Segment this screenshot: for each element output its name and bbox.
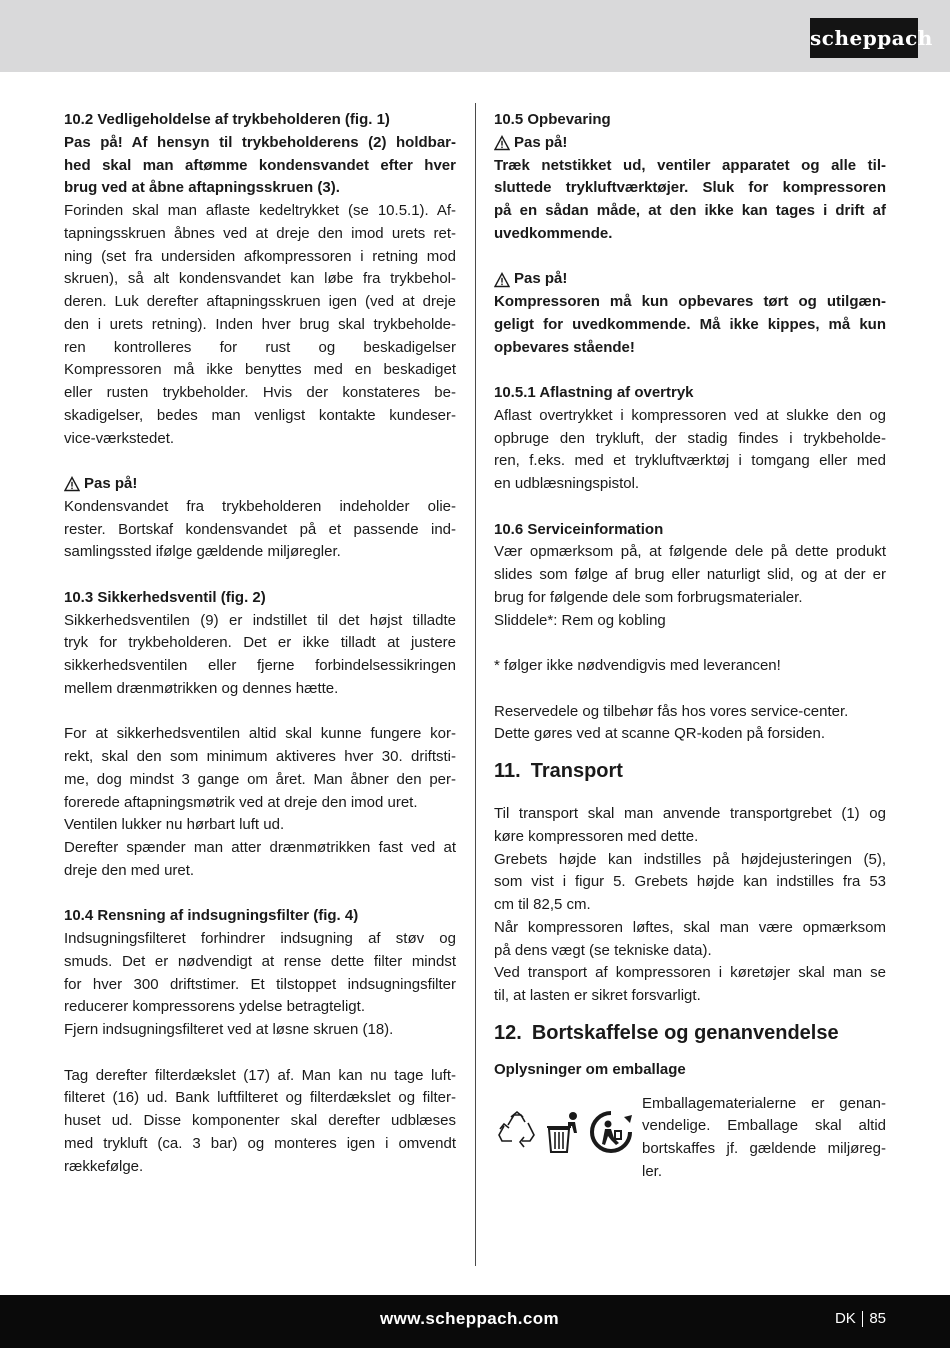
section-12-title: Bortskaffelse og genanvendelse bbox=[531, 1021, 839, 1044]
text-line: samlingssted ifølge gældende miljøregler. bbox=[64, 543, 341, 561]
text-line: Forinden skal man aflaste kedeltrykket (se 10.5.1). Af- bbox=[64, 202, 456, 219]
spare-parts-text bbox=[494, 701, 886, 747]
text-line: en udblæsningspistol. bbox=[494, 475, 640, 492]
text-line: hed skal man aftømme kondensvandet efter hver bbox=[64, 156, 456, 174]
text-line: skruen), så alt kondensvandet kan løbe fra trykbehol- bbox=[64, 270, 456, 288]
right-column bbox=[494, 109, 886, 1184]
section-10-4-title: 10.4 Rensning af indsugningsfilter (fig. 4) bbox=[64, 907, 359, 925]
warning-heading bbox=[494, 268, 886, 291]
scheppach-logo: scheppach bbox=[810, 18, 918, 58]
text-line: For at sikkerhedsventilen altid skal kunne fungere kor- bbox=[64, 725, 456, 743]
text-line: me, dog mindst 3 gange om året. Man åbner den per- bbox=[64, 770, 456, 788]
recycle-icon bbox=[494, 1109, 540, 1155]
section-10-5-1-title: 10.5.1 Aflastning af overtryk bbox=[494, 384, 694, 401]
text-line: forerede aftapningsmøtrik ved at dreje den imod uret. bbox=[64, 793, 418, 811]
section-11-heading bbox=[494, 757, 886, 785]
text-line: rækkefølge. bbox=[64, 1157, 144, 1175]
text-line: Ventilen lukker nu hørbart luft ud. bbox=[64, 816, 285, 834]
text-line: smuds. Det er nødvendigt at rense dette filter mindst bbox=[64, 952, 456, 970]
text-line: sluttede trykluftværktøjer. Sluk for kompressoren bbox=[494, 179, 886, 197]
text-line: brug ved at åbne aftapningsskruen (3). bbox=[64, 179, 340, 197]
text-line: ren kontrolleres for rust og beskadigelser bbox=[64, 338, 456, 356]
text-line: rester. Bortskaf kondensvandet på et passende ind- bbox=[64, 520, 456, 538]
section-10-6-title: 10.6 Serviceinformation bbox=[494, 520, 664, 538]
section-10-2-warning bbox=[64, 132, 456, 200]
footer-band bbox=[0, 1295, 950, 1348]
footnote: * følger ikke nødvendigvis med leverancen! bbox=[494, 657, 781, 674]
page-info bbox=[835, 1310, 886, 1327]
packaging-info bbox=[494, 1093, 886, 1184]
text-line: sikkerhedsventilen eller fjerne forbindelsessikringen bbox=[64, 657, 456, 674]
text-line: ning (set fra undersiden afkompressoren i retning mod bbox=[64, 247, 456, 265]
text-line: Pas på! Af hensyn til trykbeholderens (2) holdbar- bbox=[64, 133, 456, 151]
text-line: Vær opmærksom på, at følgende dele på dette produkt bbox=[494, 543, 886, 561]
section-12-number: 12. bbox=[494, 1021, 522, 1044]
transport-body bbox=[494, 803, 886, 1008]
text-line: filteret (16) ud. Bank luftfilteret og filterdækslet og filter- bbox=[64, 1089, 456, 1107]
page-number: 85 bbox=[869, 1310, 886, 1327]
text-line: for hver 300 driftstimer. Et tilstoppet indsugningsfilter bbox=[64, 975, 456, 993]
warning-label: Pas på! bbox=[514, 270, 568, 288]
text-line: bortskaffes jf. gældende miljøreg- bbox=[642, 1140, 886, 1157]
section-10-6-body bbox=[494, 541, 886, 632]
section-10-5-title: 10.5 Opbevaring bbox=[494, 111, 611, 128]
text-line: slides som følge af brug eller naturligt slid, og at der er bbox=[494, 566, 886, 583]
warning-triangle-icon bbox=[64, 476, 80, 492]
text-line: Derefter spænder man atter drænmøtrikken fast ved at bbox=[64, 839, 456, 856]
text-line: Sikkerhedsventilen (9) er indstillet til det højst tilladte bbox=[64, 611, 456, 629]
text-line: Fjern indsugningsfilteret ved at løsne skruen (18). bbox=[64, 1021, 394, 1038]
warning-label: Pas på! bbox=[514, 133, 568, 151]
text-line: Aflast overtrykket i kompressoren ved at slukke den og bbox=[494, 406, 886, 424]
warning-body bbox=[494, 155, 886, 246]
section-10-3-title: 10.3 Sikkerhedsventil (fig. 2) bbox=[64, 588, 266, 606]
text-line: dreje den med uret. bbox=[64, 861, 195, 879]
text-line: Til transport skal man anvende transportgrebet (1) og bbox=[494, 805, 886, 822]
warning-body bbox=[64, 496, 456, 564]
packaging-icons bbox=[494, 1109, 634, 1155]
text-line: uvedkommende. bbox=[494, 224, 613, 242]
text-line: reducerer kompressorens ydelse betragteligt. bbox=[64, 998, 365, 1016]
text-line: som vist i figur 5. Grebets højde kan indstilles fra 53 bbox=[494, 873, 886, 891]
text-line: mellem drænmøtrikken og dennes hætte. bbox=[64, 679, 339, 697]
text-line: opbruge den trykluft, der stadig findes i trykbeholde- bbox=[494, 429, 886, 447]
warning-triangle-icon bbox=[494, 135, 510, 151]
section-10-4-body-2 bbox=[64, 1065, 456, 1179]
text-line: tryk for trykbeholderen. Det er ikke tilladt at justere bbox=[64, 634, 456, 652]
text-line: ler. bbox=[642, 1162, 663, 1180]
text-line: Kondensvandet fra trykbeholderen indeholder olie- bbox=[64, 497, 456, 515]
warning-body bbox=[494, 291, 886, 359]
trash-bin-icon bbox=[544, 1109, 584, 1155]
text-line: skadigelser, bedes man venligst kontakte kundeser- bbox=[64, 406, 456, 424]
text-line: den i urets retning). Inden hver brug skal trykbeholde- bbox=[64, 315, 456, 333]
section-10-3-body-2 bbox=[64, 723, 456, 882]
text-line: Reservedele og tilbehør fås hos vores service-center. bbox=[494, 702, 849, 720]
header-band bbox=[0, 0, 950, 72]
text-line: ren, f.eks. med et trykluftværktøj i tomgang eller med bbox=[494, 452, 886, 470]
warning-heading bbox=[494, 132, 886, 155]
section-10-4-body-1 bbox=[64, 928, 456, 1042]
text-line: vendelige. Emballage skal altid bbox=[642, 1117, 886, 1135]
text-line: Træk netstikket ud, ventiler apparatet og alle til- bbox=[494, 156, 886, 174]
text-line: Indsugningsfilteret forhindrer indsugning af støv og bbox=[64, 930, 456, 947]
text-line: Kompressoren må kun opbevares tørt og utilgæn- bbox=[494, 293, 886, 310]
text-line: tapningsskruen åbnes ved at dreje den imod urets ret- bbox=[64, 224, 456, 242]
text-line: huset ud. Disse komponenter skal derefter udblæses bbox=[64, 1112, 456, 1129]
text-line: geligt for uvedkommende. Må ikke kippes, må kun bbox=[494, 315, 886, 333]
text-line: vice-værkstedet. bbox=[64, 429, 175, 447]
warning-label: Pas på! bbox=[84, 475, 138, 492]
left-column bbox=[64, 109, 456, 1178]
section-11-title: Transport bbox=[530, 760, 623, 782]
text-line: rekt, skal den som minimum aktiveres hver 30. driftsti- bbox=[64, 748, 456, 765]
text-line: deren. Luk derefter aftapningsskruen igen (ved at dreje bbox=[64, 293, 456, 310]
text-line: på dens vægt (se tekniske data). bbox=[494, 941, 712, 959]
packaging-title: Oplysninger om emballage bbox=[494, 1060, 686, 1078]
text-line: eller rusten trykbeholder. Hvis der konstateres be- bbox=[64, 384, 456, 401]
text-line: Emballagematerialerne er genan- bbox=[642, 1094, 886, 1112]
text-line: til, at lasten er sikret forsvarligt. bbox=[494, 987, 701, 1004]
text-line: køre kompressoren med dette. bbox=[494, 827, 699, 845]
text-line: med trykluft (ca. 3 bar) og monteres igen i omvendt bbox=[64, 1134, 456, 1152]
section-10-2-body bbox=[64, 200, 456, 450]
text-line: Ved transport af kompressoren i køretøjer skal man se bbox=[494, 964, 886, 982]
text-line: Når kompressoren løftes, skal man være opmærksom bbox=[494, 918, 886, 936]
page-separator bbox=[862, 1311, 864, 1327]
text-line: brug for følgende dele som forbrugsmaterialer. bbox=[494, 588, 803, 606]
section-11-number: 11. bbox=[494, 760, 521, 782]
section-10-5-1-body bbox=[494, 405, 886, 496]
text-line: Kompressoren må ikke benyttes med en beskadiget bbox=[64, 361, 456, 379]
text-line: Sliddele*: Rem og kobling bbox=[494, 611, 666, 629]
text-line: cm til 82,5 cm. bbox=[494, 896, 591, 913]
section-12-heading bbox=[494, 1019, 886, 1047]
text-line: på en sådan måde, at den ikke kan tages i drift af bbox=[494, 202, 886, 219]
text-line: opbevares stående! bbox=[494, 338, 635, 356]
section-10-3-body-1 bbox=[64, 610, 456, 701]
language-code: DK bbox=[834, 1310, 856, 1327]
warning-heading bbox=[64, 473, 456, 496]
recycle-arrow-icon bbox=[588, 1109, 634, 1155]
section-10-2-title: 10.2 Vedligeholdelse af trykbeholderen (fig. 1) bbox=[64, 111, 390, 128]
warning-triangle-icon bbox=[494, 272, 510, 288]
text-line: Tag derefter filterdækslet (17) af. Man kan nu tage luft- bbox=[64, 1066, 456, 1084]
column-divider bbox=[475, 103, 476, 1266]
packaging-text bbox=[642, 1093, 886, 1184]
website-link[interactable]: www.scheppach.com bbox=[380, 1309, 560, 1328]
text-line: Grebets højde kan indstilles på højdejusteringen (5), bbox=[494, 850, 886, 868]
text-line: Dette gøres ved at scanne QR-koden på forsiden. bbox=[494, 725, 826, 743]
